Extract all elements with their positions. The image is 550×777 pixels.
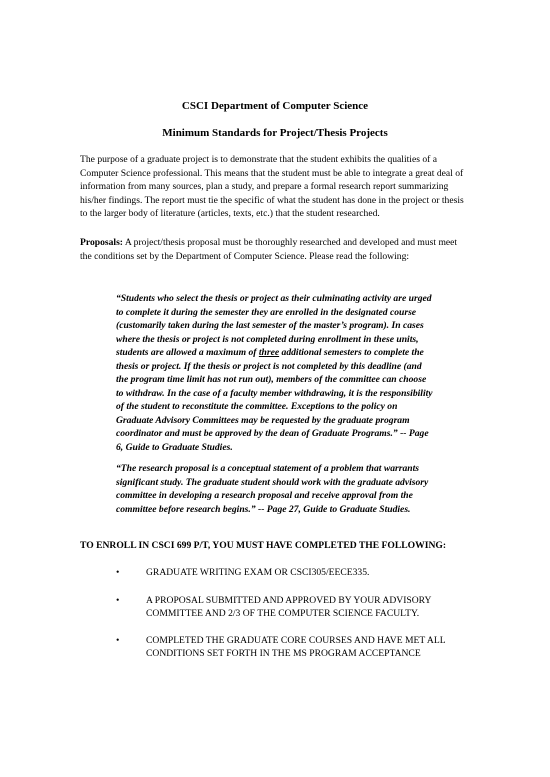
graduate-guide-quote-2: “The research proposal is a conceptual statement of a problem that warrants significant study. The graduate student should work with the graduate advisory committee in developing a research proposal and receive approval from the committee before research begins.” -- Page 27, Guide to Graduate Studies. [116, 463, 429, 515]
proposals-paragraph [80, 236, 470, 263]
requirement-item [110, 594, 470, 621]
bullet-icon: • [116, 567, 120, 578]
requirements-list [110, 566, 470, 661]
graduate-guide-quote-1 [116, 292, 434, 454]
enroll-heading: TO ENROLL IN CSCI 699 P/T, YOU MUST HAVE COMPLETED THE FOLLOWING: [80, 540, 447, 551]
purpose-paragraph: The purpose of a graduate project is to demonstrate that the student exhibits the qualities of a Computer Science professional. This means that the student must be able to integrate a great deal of information from many sources, plan a study, and prepare a formal research report summarizing his/her findings. The report must tie the specific of what the student has done in the project or thesis to the larger body of literature (articles, texts, etc.) that the student researched. [80, 154, 464, 219]
quote1-underlined: three [258, 347, 280, 358]
quote1-part-b: additional semesters to complete the thesis or project. If the thesis or project is not completed by this deadline (and the program time limit has not run out), members of the committee can choose to withdraw. In the case of a faculty member withdrawing, it is the responsibility of the student to reconstitute the committee. Exceptions to the policy on Graduate Advisory Committees may be requested by the graduate program coordinator and must be approved by the dean of Graduate Programs.” -- Page 6, Guide to Graduate Studies. [116, 347, 433, 453]
document-title: Minimum Standards for Project/Thesis Projects [162, 127, 388, 139]
requirement-text: GRADUATE WRITING EXAM OR CSCI305/EECE335. [146, 567, 370, 578]
department-title: CSCI Department of Computer Science [181, 100, 369, 112]
bullet-icon: • [116, 594, 120, 606]
requirement-text: COMPLETED THE GRADUATE CORE COURSES AND HAVE MET ALL CONDITIONS SET FORTH IN THE MS PROGRAM ACCEPTANCE [146, 634, 446, 659]
bullet-icon: • [116, 634, 120, 646]
quote1-part-a: “Students who select the thesis or project as their culminating activity are urged to complete it during the semester they are enrolled in the designated course (customarily taken during the last semester of the master’s program). In cases where the thesis or project is not completed during enrollment in these units, students are allowed a maximum of [116, 293, 432, 358]
proposals-text: A project/thesis proposal must be thoroughly researched and developed and must meet the conditions set by the Department of Computer Science. Please read the following: [80, 237, 458, 262]
requirement-item [110, 566, 470, 580]
requirement-item [110, 634, 470, 661]
requirement-text: A PROPOSAL SUBMITTED AND APPROVED BY YOUR ADVISORY COMMITTEE AND 2/3 OF THE COMPUTER SCIENCE FACULTY. [146, 594, 432, 619]
proposals-label: Proposals: [80, 237, 123, 248]
